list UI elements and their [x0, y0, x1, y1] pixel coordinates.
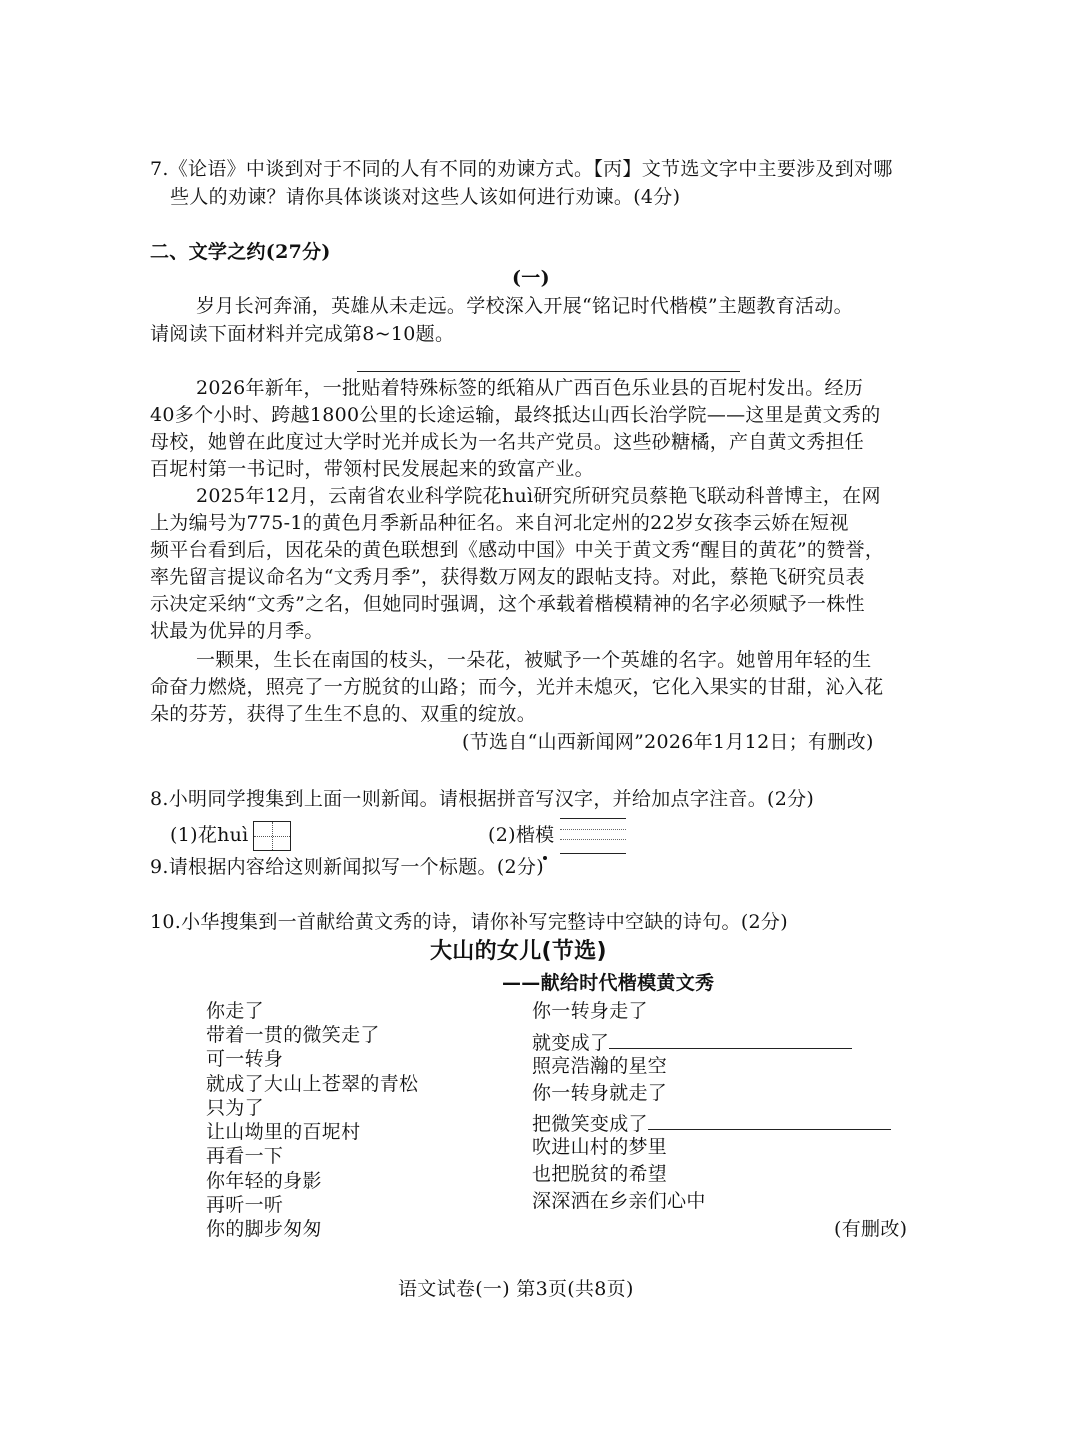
pinyin-answer-lines[interactable]	[560, 818, 626, 854]
poem-left-line: 就成了大山上苍翠的青松	[206, 1073, 419, 1095]
poem-left-line: 你走了	[206, 1000, 264, 1022]
poem-right-line-with-blank	[532, 1030, 852, 1053]
news-p2-l1: 2025年12月，云南省农业科学院花huì研究所研究员蔡艳飞联动科普博主，在网	[196, 485, 881, 507]
poem-left-line: 只为了	[206, 1097, 264, 1119]
news-p1-l2: 40多个小时、跨越1800公里的长途运输，最终抵达山西长治学院——这里是黄文秀的	[150, 404, 881, 426]
q9-text: 9.请根据内容给这则新闻拟写一个标题。(2分)	[150, 856, 544, 878]
news-p3-l2: 命奋力燃烧，照亮了一方脱贫的山路；而今，光并未熄灭，它化入果实的甘甜，沁入花	[150, 676, 884, 698]
poem-left-line: 带着一贯的微笑走了	[206, 1024, 380, 1046]
poem-right-line-with-blank	[532, 1111, 891, 1134]
q10-text: 10.小华搜集到一首献给黄文秀的诗，请你补写完整诗中空缺的诗句。(2分)	[150, 911, 788, 933]
q7-line2: 些人的劝谏？请你具体谈谈对这些人该如何进行劝谏。(4分)	[170, 186, 681, 208]
news-p2-l6: 状最为优异的月季。	[150, 620, 324, 642]
q8-item2-label: (2)楷	[488, 824, 536, 846]
intro-line2: 请阅读下面材料并完成第8~10题。	[150, 323, 455, 345]
news-source: (节选自“山西新闻网”2026年1月12日；有删改)	[462, 731, 874, 753]
poem-right-line: 吹进山村的梦里	[532, 1136, 668, 1158]
intro-line1: 岁月长河奔涌，英雄从未走远。学校深入开展“铭记时代楷模”主题教育活动。	[196, 295, 853, 317]
news-p2-l4: 率先留言提议命名为“文秀月季”，获得数万网友的跟帖支持。对此，蔡艳飞研究员表	[150, 566, 865, 588]
poem-subtitle: ——献给时代楷模黄文秀	[502, 972, 715, 994]
poem-left-line: 让山坳里的百坭村	[206, 1121, 361, 1143]
answer-blank-1[interactable]	[609, 1030, 852, 1049]
poem-title: 大山的女儿(节选)	[430, 939, 607, 964]
dotted-character: 模	[535, 817, 554, 853]
news-p1-l3: 母校，她曾在此度过大学时光并成长为一名共产党员。这些砂糖橘，产自黄文秀担任	[150, 431, 865, 453]
poem-right-line: 你一转身走了	[532, 1000, 648, 1022]
poem-left-line: 可一转身	[206, 1048, 284, 1070]
q8-item1	[170, 817, 291, 853]
poem-right-line: 也把脱贫的希望	[532, 1163, 668, 1185]
poem-right-text: 把微笑变成了	[532, 1113, 648, 1135]
q8-item1-label: (1)花huì	[170, 824, 249, 846]
poem-right-line: 深深洒在乡亲们心中	[532, 1190, 706, 1212]
news-p2-l3: 频平台看到后，因花朵的黄色联想到《感动中国》中关于黄文秀“醒目的黄花”的赞誉，	[150, 539, 885, 561]
tian-grid-answer-box[interactable]	[253, 821, 291, 851]
poem-left-line: 再看一下	[206, 1145, 284, 1167]
poem-left-line: 再听一听	[206, 1194, 284, 1216]
poem-left-line: 你年轻的身影	[206, 1170, 322, 1192]
news-p2-l2: 上为编号为775-1的黄色月季新品种征名。来自河北定州的22岁女孩李云娇在短视	[150, 512, 849, 534]
poem-left-line: 你的脚步匆匆	[206, 1218, 322, 1240]
section-heading: 二、文学之约(27分)	[150, 241, 331, 263]
q8-item2	[488, 817, 626, 854]
poem-right-line: 你一转身就走了	[532, 1082, 668, 1104]
q8-text: 8.小明同学搜集到上面一则新闻。请根据拼音写汉字，并给加点字注音。(2分)	[150, 788, 815, 810]
q7-line1: 7.《论语》中谈到对于不同的人有不同的劝谏方式。【丙】文节选文字中主要涉及到对哪	[150, 158, 893, 180]
page-footer: 语文试卷(一) 第3页(共8页)	[398, 1278, 634, 1300]
news-p2-l5: 示决定采纳“文秀”之名，但她同时强调，这个承载着楷模精神的名字必须赋予一株性	[150, 593, 865, 615]
poem-note: (有删改)	[834, 1218, 908, 1240]
news-p3-l1: 一颗果，生长在南国的枝头，一朵花，被赋予一个英雄的名字。她曾用年轻的生	[196, 649, 872, 671]
poem-right-text: 就变成了	[532, 1032, 610, 1054]
answer-blank-2[interactable]	[648, 1111, 891, 1130]
news-p1-l4: 百坭村第一书记时，带领村民发展起来的致富产业。	[150, 458, 594, 480]
news-p3-l3: 朵的芬芳，获得了生生不息的、双重的绽放。	[150, 703, 537, 725]
divider-line	[357, 371, 740, 372]
part-label: (一)	[512, 267, 550, 289]
poem-right-line: 照亮浩瀚的星空	[532, 1055, 668, 1077]
news-p1-l1: 2026年新年，一批贴着特殊标签的纸箱从广西百色乐业县的百坭村发出。经历	[196, 377, 864, 399]
